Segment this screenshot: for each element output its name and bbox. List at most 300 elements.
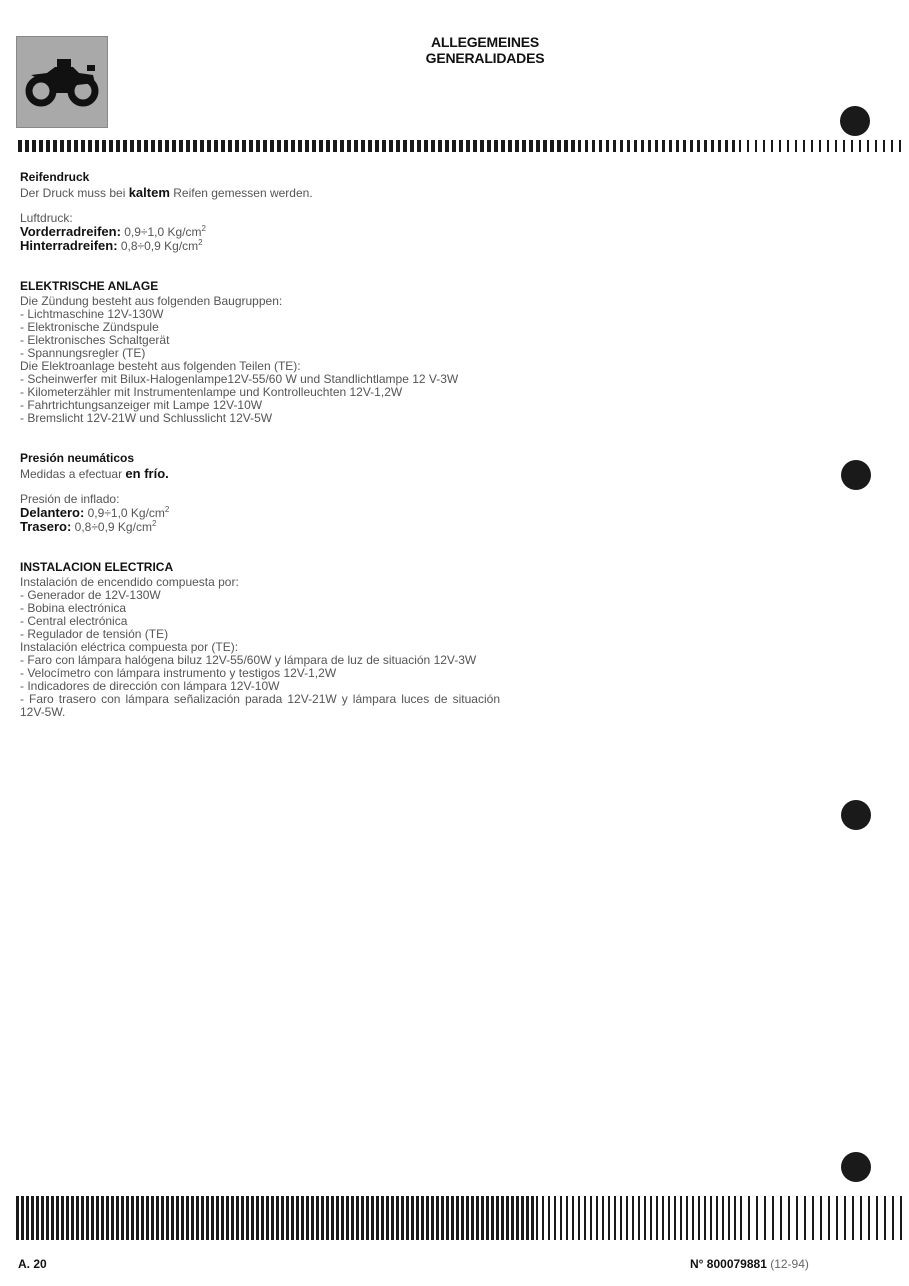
- barcode-bar: [236, 1196, 239, 1240]
- barcode-bar: [226, 1196, 229, 1240]
- barcode-bar: [496, 1196, 499, 1240]
- divider-tick: [732, 140, 735, 152]
- barcode-bar: [111, 1196, 114, 1240]
- barcode-bar: [748, 1196, 750, 1240]
- barcode-bar: [662, 1196, 664, 1240]
- divider-tick: [690, 140, 693, 152]
- divider-tick: [60, 140, 64, 152]
- section-heading: INSTALACION ELECTRICA: [20, 560, 174, 574]
- divider-tick: [39, 140, 43, 152]
- barcode-bar: [76, 1196, 79, 1240]
- barcode-bar: [844, 1196, 846, 1240]
- rear-pressure: [20, 239, 500, 253]
- barcode-bar: [560, 1196, 562, 1240]
- barcode-bar: [351, 1196, 354, 1240]
- barcode-bar: [221, 1196, 224, 1240]
- barcode-bar: [704, 1196, 706, 1240]
- barcode-bar: [436, 1196, 439, 1240]
- divider-tick: [827, 140, 829, 152]
- barcode-bar: [266, 1196, 269, 1240]
- divider-tick: [662, 140, 665, 152]
- barcode-bar: [406, 1196, 409, 1240]
- barcode-bar: [96, 1196, 99, 1240]
- divider-tick: [417, 140, 421, 152]
- barcode-bar: [820, 1196, 822, 1240]
- divider-tick: [725, 140, 728, 152]
- divider-tick: [803, 140, 805, 152]
- divider-tick: [81, 140, 85, 152]
- barcode-bar: [756, 1196, 758, 1240]
- list-item: - Bremslicht 12V-21W und Schlusslicht 12V-5W: [20, 411, 273, 425]
- divider-tick: [704, 140, 707, 152]
- barcode-bar: [486, 1196, 489, 1240]
- divider-tick: [899, 140, 901, 152]
- barcode-bar: [728, 1196, 730, 1240]
- divider-tick: [843, 140, 845, 152]
- barcode-bar: [291, 1196, 294, 1240]
- barcode-bar: [572, 1196, 574, 1240]
- rear-value: 0,8÷0,9 Kg/cm: [71, 520, 152, 534]
- divider-tick: [123, 140, 127, 152]
- barcode-bar: [346, 1196, 349, 1240]
- barcode-bar: [638, 1196, 640, 1240]
- barcode-bar: [296, 1196, 299, 1240]
- divider-tick: [536, 140, 540, 152]
- barcode-bar: [722, 1196, 724, 1240]
- divider-tick: [438, 140, 442, 152]
- list-item: - Indicadores de dirección con lámpara 12V-10W: [20, 679, 280, 693]
- list-item: - Elektronisches Schaltgerät: [20, 333, 170, 347]
- divider-tick: [634, 140, 637, 152]
- barcode-bar: [698, 1196, 700, 1240]
- divider-tick: [763, 140, 765, 152]
- divider-tick: [130, 140, 134, 152]
- divider-tick: [718, 140, 721, 152]
- divider-tick: [557, 140, 561, 152]
- list-item: - Bobina electrónica: [20, 601, 127, 615]
- divider-tick: [95, 140, 99, 152]
- divider-tick: [627, 140, 630, 152]
- divider-tick: [200, 140, 204, 152]
- divider-tick: [375, 140, 379, 152]
- barcode-bar: [161, 1196, 164, 1240]
- divider-tick: [487, 140, 491, 152]
- rear-pressure: [20, 520, 500, 534]
- bottom-barcode: [16, 1196, 904, 1240]
- barcode-bar: [141, 1196, 144, 1240]
- divider-tick: [508, 140, 512, 152]
- barcode-bar: [196, 1196, 199, 1240]
- barcode-bar: [491, 1196, 494, 1240]
- front-label: Vorderradreifen:: [20, 224, 121, 239]
- divider-tick: [683, 140, 686, 152]
- divider-tick: [88, 140, 92, 152]
- divider-tick: [74, 140, 78, 152]
- barcode-bar: [26, 1196, 29, 1240]
- divider-tick: [550, 140, 554, 152]
- barcode-bar: [710, 1196, 712, 1240]
- barcode-bar: [56, 1196, 59, 1240]
- barcode-bar: [86, 1196, 89, 1240]
- divider-tick: [529, 140, 533, 152]
- divider-tick: [53, 140, 57, 152]
- list-item: - Generador de 12V-130W: [20, 588, 161, 602]
- divider-tick: [851, 140, 853, 152]
- barcode-bar: [366, 1196, 369, 1240]
- divider-tick: [256, 140, 260, 152]
- barcode-bar: [812, 1196, 814, 1240]
- barcode-bar: [584, 1196, 586, 1240]
- barcode-bar: [216, 1196, 219, 1240]
- unit-exponent: 2: [198, 238, 203, 247]
- divider-tick: [585, 140, 588, 152]
- divider-tick: [389, 140, 393, 152]
- barcode-bar: [451, 1196, 454, 1240]
- barcode-bar: [386, 1196, 389, 1240]
- divider-tick: [676, 140, 679, 152]
- divider-tick: [613, 140, 616, 152]
- barcode-bar: [121, 1196, 124, 1240]
- barcode-bar: [780, 1196, 782, 1240]
- divider-tick: [277, 140, 281, 152]
- barcode-bar: [71, 1196, 74, 1240]
- divider-tick: [835, 140, 837, 152]
- divider-tick: [151, 140, 155, 152]
- list-item: - Velocímetro con lámpara instrumento y testigos 12V-1,2W: [20, 666, 337, 680]
- divider-tick: [787, 140, 789, 152]
- divider-tick: [522, 140, 526, 152]
- list-item: - Scheinwerfer mit Bilux-Halogenlampe12V-55/60 W und Standlichtlampe 12 V-3W: [20, 372, 459, 386]
- barcode-bar: [146, 1196, 149, 1240]
- intro-text: Instalación de encendido compuesta por:: [20, 575, 239, 589]
- divider-tick: [214, 140, 218, 152]
- unit-exponent: 2: [201, 224, 206, 233]
- divider-tick: [641, 140, 644, 152]
- divider-tick: [466, 140, 470, 152]
- content: [20, 170, 500, 719]
- barcode-bar: [426, 1196, 429, 1240]
- barcode-bar: [521, 1196, 524, 1240]
- measure-note: [20, 467, 500, 481]
- divider-tick: [319, 140, 323, 152]
- barcode-bar: [116, 1196, 119, 1240]
- pressure-label: Presión de inflado:: [20, 492, 120, 506]
- divider-tick: [361, 140, 365, 152]
- barcode-bar: [326, 1196, 329, 1240]
- barcode-bar: [692, 1196, 694, 1240]
- barcode-bar: [136, 1196, 139, 1240]
- barcode-bar: [166, 1196, 169, 1240]
- divider-tick: [445, 140, 449, 152]
- es-electrical-section: [20, 560, 500, 719]
- divider-tick: [779, 140, 781, 152]
- barcode-bar: [620, 1196, 622, 1240]
- barcode-bar: [61, 1196, 64, 1240]
- divider-tick: [811, 140, 813, 152]
- barcode-bar: [516, 1196, 519, 1240]
- divider-tick: [382, 140, 386, 152]
- note-text: Der Druck muss bei: [20, 186, 129, 200]
- divider-tick: [480, 140, 484, 152]
- barcode-bar: [421, 1196, 424, 1240]
- barcode-bar: [501, 1196, 504, 1240]
- list-item: - Faro trasero con lámpara señalización parada 12V-21W y lámpara luces de situación 12V-5W.: [20, 692, 500, 719]
- rear-label: Trasero:: [20, 519, 72, 534]
- divider-tick: [333, 140, 337, 152]
- divider-tick: [564, 140, 568, 152]
- list-item: - Kilometerzähler mit Instrumentenlampe und Kontrolleuchten 12V-1,2W: [20, 385, 403, 399]
- list-item: - Central electrónica: [20, 614, 128, 628]
- divider-tick: [312, 140, 316, 152]
- divider-tick: [305, 140, 309, 152]
- barcode-bar: [836, 1196, 838, 1240]
- divider-tick: [875, 140, 877, 152]
- barcode-bar: [892, 1196, 894, 1240]
- page-header: [380, 34, 590, 66]
- barcode-bar: [316, 1196, 319, 1240]
- divider-tick: [771, 140, 773, 152]
- divider-tick: [165, 140, 169, 152]
- barcode-bar: [590, 1196, 592, 1240]
- divider-tick: [739, 140, 741, 152]
- barcode-bar: [466, 1196, 469, 1240]
- front-pressure: [20, 506, 500, 520]
- divider-tick: [795, 140, 797, 152]
- barcode-bar: [106, 1196, 109, 1240]
- intro-text: Die Zündung besteht aus folgenden Baugruppen:: [20, 294, 283, 308]
- punch-hole: [840, 106, 870, 136]
- divider-tick: [67, 140, 71, 152]
- divider-tick: [711, 140, 714, 152]
- divider-tick: [655, 140, 658, 152]
- barcode-bar: [341, 1196, 344, 1240]
- barcode-bar: [186, 1196, 189, 1240]
- barcode-bar: [66, 1196, 69, 1240]
- doc-date: (12-94): [766, 1257, 809, 1271]
- barcode-bar: [456, 1196, 459, 1240]
- divider-tick: [340, 140, 344, 152]
- barcode-bar: [686, 1196, 688, 1240]
- barcode-bar: [566, 1196, 568, 1240]
- barcode-bar: [476, 1196, 479, 1240]
- divider-tick: [883, 140, 885, 152]
- divider-tick: [403, 140, 407, 152]
- list-item: - Regulador de tensión (TE): [20, 627, 169, 641]
- barcode-bar: [246, 1196, 249, 1240]
- divider-tick: [459, 140, 463, 152]
- divider-tick: [235, 140, 239, 152]
- divider-tick: [32, 140, 36, 152]
- barcode-bar: [868, 1196, 870, 1240]
- barcode-bar: [126, 1196, 129, 1240]
- barcode-bar: [734, 1196, 736, 1240]
- divider-tick: [172, 140, 176, 152]
- punch-hole: [841, 1152, 871, 1182]
- header-title-de: ALLEGEMEINES: [430, 34, 540, 50]
- punch-hole: [841, 460, 871, 490]
- divider-tick: [891, 140, 893, 152]
- barcode-bar: [614, 1196, 616, 1240]
- barcode-bar: [131, 1196, 134, 1240]
- section-heading: Reifendruck: [20, 170, 90, 184]
- divider-tick: [354, 140, 358, 152]
- barcode-bar: [828, 1196, 830, 1240]
- barcode-bar: [511, 1196, 514, 1240]
- barcode-bar: [206, 1196, 209, 1240]
- punch-hole: [841, 800, 871, 830]
- pressure-label: Luftdruck:: [20, 211, 73, 225]
- barcode-bar: [176, 1196, 179, 1240]
- divider-tick: [298, 140, 302, 152]
- divider-tick: [291, 140, 295, 152]
- barcode-bar: [441, 1196, 444, 1240]
- note-emphasis: kaltem: [128, 185, 170, 200]
- divider-tick: [747, 140, 749, 152]
- divider-tick: [263, 140, 267, 152]
- note-text: Reifen gemessen werden.: [169, 186, 313, 200]
- barcode-bar: [632, 1196, 634, 1240]
- barcode-bar: [156, 1196, 159, 1240]
- barcode-bar: [91, 1196, 94, 1240]
- divider-tick: [410, 140, 414, 152]
- barcode-bar: [900, 1196, 902, 1240]
- barcode-bar: [796, 1196, 798, 1240]
- de-electrical-section: [20, 279, 500, 425]
- barcode-bar: [860, 1196, 862, 1240]
- barcode-bar: [446, 1196, 449, 1240]
- intro-text: Die Elektroanlage besteht aus folgenden Teilen (TE):: [20, 359, 301, 373]
- divider-tick: [819, 140, 821, 152]
- divider-tick: [648, 140, 651, 152]
- divider-tick: [669, 140, 672, 152]
- divider-tick: [25, 140, 29, 152]
- list-item: - Spannungsregler (TE): [20, 346, 146, 360]
- divider-tick: [494, 140, 498, 152]
- barcode-bar: [471, 1196, 474, 1240]
- barcode-bar: [51, 1196, 54, 1240]
- divider-tick: [424, 140, 428, 152]
- section-heading: Presión neumáticos: [20, 451, 135, 465]
- rear-value: 0,8÷0,9 Kg/cm: [117, 239, 199, 253]
- barcode-bar: [431, 1196, 434, 1240]
- barcode-bar: [211, 1196, 214, 1240]
- barcode-bar: [286, 1196, 289, 1240]
- barcode-bar: [644, 1196, 646, 1240]
- barcode-bar: [306, 1196, 309, 1240]
- barcode-bar: [716, 1196, 718, 1240]
- barcode-bar: [650, 1196, 652, 1240]
- front-pressure: [20, 225, 500, 239]
- barcode-bar: [36, 1196, 39, 1240]
- barcode-bar: [674, 1196, 676, 1240]
- barcode-bar: [276, 1196, 279, 1240]
- divider-tick: [755, 140, 757, 152]
- barcode-bar: [191, 1196, 194, 1240]
- doc-number: N° 800079881: [690, 1257, 767, 1271]
- divider-tick: [859, 140, 861, 152]
- barcode-bar: [251, 1196, 254, 1240]
- divider-tick: [867, 140, 869, 152]
- barcode-bar: [391, 1196, 394, 1240]
- barcode-bar: [506, 1196, 509, 1240]
- barcode-bar: [241, 1196, 244, 1240]
- barcode-bar: [361, 1196, 364, 1240]
- barcode-bar: [740, 1196, 742, 1240]
- barcode-bar: [381, 1196, 384, 1240]
- divider-tick: [179, 140, 183, 152]
- barcode-bar: [531, 1196, 534, 1240]
- divider-tick: [606, 140, 609, 152]
- barcode-bar: [281, 1196, 284, 1240]
- barcode-bar: [602, 1196, 604, 1240]
- divider-tick: [193, 140, 197, 152]
- list-item: - Elektronische Zündspule: [20, 320, 159, 334]
- barcode-bar: [356, 1196, 359, 1240]
- divider-tick: [137, 140, 141, 152]
- rear-label: Hinterradreifen:: [20, 238, 118, 253]
- measure-note: [20, 186, 500, 200]
- barcode-bar: [41, 1196, 44, 1240]
- unit-exponent: 2: [164, 505, 170, 514]
- barcode-bar: [884, 1196, 886, 1240]
- barcode-bar: [371, 1196, 374, 1240]
- divider-tick: [697, 140, 700, 152]
- barcode-bar: [261, 1196, 264, 1240]
- divider-tick: [592, 140, 595, 152]
- list-item: - Faro con lámpara halógena biluz 12V-55/60W y lámpara de luz de situación 12V-3W: [20, 653, 477, 667]
- barcode-bar: [578, 1196, 580, 1240]
- front-value: 0,9÷1,0 Kg/cm: [84, 506, 165, 520]
- barcode-bar: [536, 1196, 538, 1240]
- note-text: Medidas a efectuar: [20, 467, 126, 481]
- divider-tick: [109, 140, 113, 152]
- divider-tick: [221, 140, 225, 152]
- es-tire-pressure-section: [20, 451, 500, 534]
- divider-tick: [620, 140, 623, 152]
- barcode-bar: [548, 1196, 550, 1240]
- intro-text: Instalación eléctrica compuesta por (TE):: [20, 640, 239, 654]
- barcode-bar: [336, 1196, 339, 1240]
- divider-tick: [242, 140, 246, 152]
- barcode-bar: [271, 1196, 274, 1240]
- divider-tick: [368, 140, 372, 152]
- barcode-bar: [31, 1196, 34, 1240]
- barcode-bar: [626, 1196, 628, 1240]
- logo-box: [16, 36, 108, 128]
- divider-tick: [18, 140, 22, 152]
- divider-tick: [599, 140, 602, 152]
- barcode-bar: [201, 1196, 204, 1240]
- list-item: - Lichtmaschine 12V-130W: [20, 307, 164, 321]
- barcode-bar: [772, 1196, 774, 1240]
- barcode-bar: [416, 1196, 419, 1240]
- barcode-bar: [680, 1196, 682, 1240]
- barcode-bar: [668, 1196, 670, 1240]
- divider-tick: [515, 140, 519, 152]
- divider-tick: [326, 140, 330, 152]
- divider-tick: [347, 140, 351, 152]
- motorcycle-icon: [17, 37, 107, 127]
- barcode-bar: [656, 1196, 658, 1240]
- document-number: [690, 1257, 809, 1271]
- divider-tick: [578, 140, 581, 152]
- barcode-bar: [231, 1196, 234, 1240]
- divider-tick: [116, 140, 120, 152]
- barcode-bar: [21, 1196, 24, 1240]
- barcode-bar: [171, 1196, 174, 1240]
- barcode-bar: [311, 1196, 314, 1240]
- divider-tick: [46, 140, 50, 152]
